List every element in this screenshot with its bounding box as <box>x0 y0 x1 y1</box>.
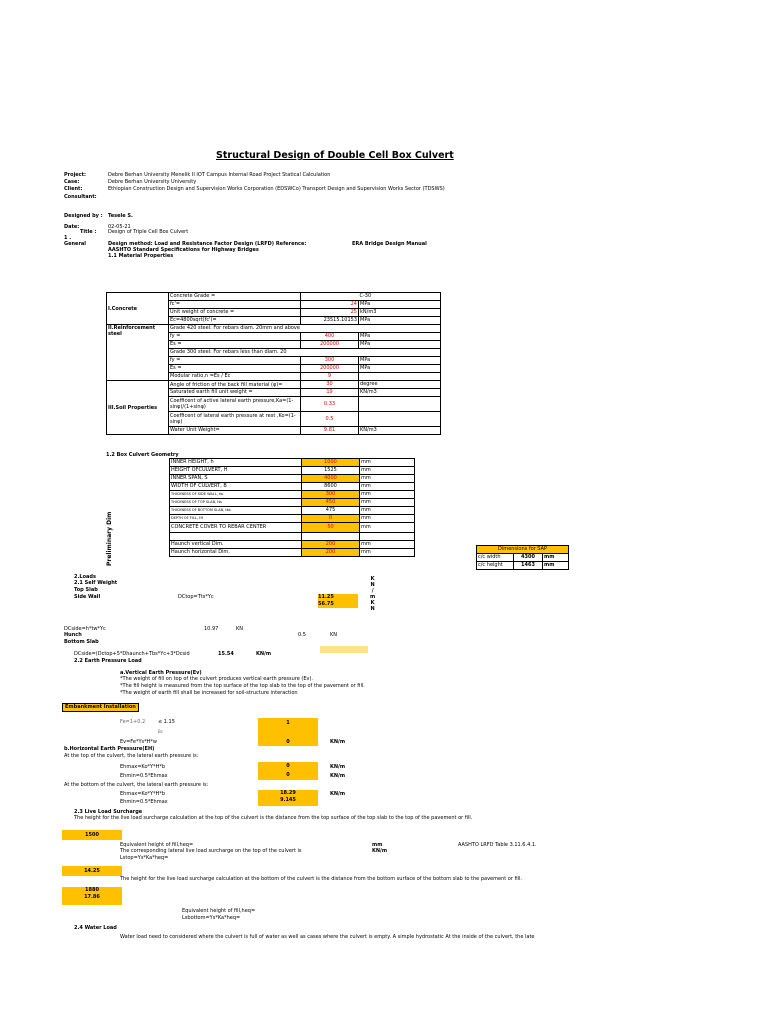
table-row <box>170 483 415 491</box>
property-name: Ec=4800sqrt(fc')= <box>169 317 301 325</box>
property-value: 0.5 <box>301 412 359 427</box>
ev-formula: Ev=Fe*Ys*H*w <box>120 739 157 745</box>
property-value: 200000 <box>301 365 359 373</box>
geometry-unit: mm <box>360 483 415 491</box>
sap-dimensions-table <box>476 545 569 570</box>
lstop-formula: Lstop=Ys*Ka*heq= <box>120 855 169 861</box>
sap-row-name: c/c width <box>477 554 514 562</box>
sap-row-name: c/c height <box>477 562 514 570</box>
aashto-reference: AASHTO LRFD Table 3.11.6.4.1. <box>458 842 537 848</box>
property-unit: MPa <box>359 341 441 349</box>
embankment-installation-label: Embankment Installation <box>62 703 139 712</box>
lsbottom-formula: Lsbottom=Ys*Ka*heq= <box>182 915 241 921</box>
geometry-value: 300 <box>302 491 360 499</box>
design-reference: ERA Bridge Design Manual <box>352 241 427 247</box>
sap-row-value: 4300 <box>514 554 543 562</box>
property-name: Es = <box>169 365 301 373</box>
property-unit: MPa <box>359 317 441 325</box>
fe-limit: ≤ 1.15 <box>158 719 175 725</box>
geometry-unit: mm <box>360 467 415 475</box>
aashto-spec: AASHTO Standard Specifications for Highway Bridges <box>108 247 259 253</box>
vertical-earth-pressure-heading: a.Vertical Earth Pressure(Ev) <box>120 670 202 676</box>
table-row <box>170 533 415 541</box>
geometry-value: 200 <box>302 541 360 549</box>
live-value-3: 1880 <box>85 887 99 893</box>
equivalent-height-label: Equivalent height of fill,heq= <box>120 842 194 848</box>
sap-row-value: 1463 <box>514 562 543 570</box>
property-name: fc'= <box>169 301 301 309</box>
table-row <box>170 523 415 533</box>
mm-unit: mm <box>372 842 383 848</box>
table-row <box>477 554 569 562</box>
table-row <box>477 546 569 554</box>
ehmax-top-formula: Ehmax=Ko*Y*H*b <box>120 764 165 770</box>
geometry-value: 1000 <box>302 459 360 467</box>
geometry-name: HEIGHT OFCULVERT, H <box>170 467 302 475</box>
geometry-unit: mm <box>360 549 415 557</box>
earth-pressure-heading: 2.2 Earth Pressure Load <box>74 658 142 664</box>
table-row <box>170 507 415 515</box>
hunch-unit: KN <box>330 632 338 638</box>
property-value: 19 <box>301 389 359 397</box>
geometry-value: 8600 <box>302 483 360 491</box>
case-value: Debre Berhan University University <box>108 179 197 185</box>
designed-by-value: Tesele S. <box>108 213 133 219</box>
property-name: Saturated earth fill unit weight = <box>169 389 301 397</box>
vep-note-2: *The fill height is measured from the top surface of the top slab to the top of the pavement or fill. <box>120 683 365 689</box>
table-row <box>170 541 415 549</box>
project-label: Project: <box>64 172 87 178</box>
soil-category: III.Soil Properties <box>107 381 169 435</box>
eh-top-values <box>258 762 318 780</box>
property-name: fy = <box>169 333 301 341</box>
property-value: 200000 <box>301 341 359 349</box>
ehmin-top-unit: KN/m <box>330 773 346 779</box>
geometry-value: 1525 <box>302 467 360 475</box>
hunch-label: Hunch <box>64 632 82 638</box>
property-value: 400 <box>301 333 359 341</box>
sap-row-unit: mm <box>543 554 569 562</box>
material-properties-table <box>106 292 441 435</box>
steel-category: II.Reinforcement steel <box>107 325 169 381</box>
bottom-slab-label: Bottom Slab <box>64 639 99 645</box>
geometry-value <box>302 533 360 541</box>
table-row <box>107 381 441 389</box>
property-name: Unit weight of concrete = <box>169 309 301 317</box>
dcside-formula: DCside=h*tw*Yc <box>64 626 106 632</box>
general-number: 1 . <box>64 235 72 241</box>
horizontal-earth-pressure-heading: b.Horizontal Earth Pressure(EH) <box>64 746 155 752</box>
live-value-1: 1500 <box>62 830 122 840</box>
unit-column: K N / m K N <box>370 576 376 612</box>
client-label: Client: <box>64 186 83 192</box>
geometry-name: THICKNESS OF BOTTOM SLAB, tbs <box>170 507 302 515</box>
date-label: Date: <box>64 224 80 230</box>
geometry-unit: mm <box>360 499 415 507</box>
document-title: Structural Design of Double Cell Box Culvert <box>216 150 454 161</box>
geometry-name: Haunch vertical Dim. <box>170 541 302 549</box>
geometry-value: 475 <box>302 507 360 515</box>
live-load-heading: 2.3 Live Load Surcharge <box>74 809 143 815</box>
hunch-value: 0.5 <box>298 632 306 638</box>
sap-title: Dimensions for SAP <box>477 546 569 554</box>
ehmin-bottom-value: 9.145 <box>280 797 296 803</box>
table-row <box>170 459 415 467</box>
water-load-desc: Water load need to considered where the culvert is full of water as well as cases where the culvert is empty. A simple hydrostatic At the inside of the culvert, the late <box>120 934 535 940</box>
property-value: 23515.10153 <box>301 317 359 325</box>
geometry-unit <box>360 533 415 541</box>
consultant-label: Consultant: <box>64 194 97 200</box>
hep-bottom-text: At the bottom of the culvert, the lateral earth pressure is: <box>64 782 209 788</box>
geometry-unit: mm <box>360 515 415 523</box>
dctop-values <box>318 594 358 608</box>
dcbottom-unit: KN/m <box>256 651 272 657</box>
geometry-value: 50 <box>302 523 360 533</box>
live-value-2: 14.25 <box>62 866 122 876</box>
vep-note-3: *The weight of earth fill shall be increased for soil-structure interaction <box>120 690 298 696</box>
geometry-name: CONCRETE COVER TO REBAR CENTER <box>170 523 302 533</box>
eh-bottom-values <box>258 790 318 806</box>
ev-value: 0 <box>286 739 290 745</box>
equivalent-height-bottom-label: Equivalent height of fill,heq= <box>182 908 256 914</box>
side-wall-label: Side Wall <box>74 594 101 600</box>
designed-by-label: Designed by : <box>64 213 103 219</box>
geometry-unit: mm <box>360 523 415 533</box>
geometry-name: THICKNESS OF TOP SLAB, tts <box>170 499 302 507</box>
dctop-value-2: 56.75 <box>318 601 334 607</box>
ehmax-top-unit: KN/m <box>330 764 346 770</box>
geometry-name <box>170 533 302 541</box>
property-unit: MPa <box>359 333 441 341</box>
dcside-value: 10.97 <box>204 626 219 632</box>
fe-ev-values <box>258 718 318 746</box>
geometry-value: 200 <box>302 549 360 557</box>
geometry-table <box>169 458 415 557</box>
loads-heading: 2.Loads <box>74 574 96 580</box>
geometry-name: WIDTH OF CULVERT, B <box>170 483 302 491</box>
ehmax-bottom-value: 18.29 <box>280 790 296 796</box>
geometry-value: 4000 <box>302 475 360 483</box>
property-name: Modular ratio,n =Es / Ec <box>169 373 301 381</box>
table-row <box>170 499 415 507</box>
preliminary-dim-label: Preliminary Dim <box>106 511 113 566</box>
geometry-name: INNER HEIGHT, h <box>170 459 302 467</box>
fe-formula: Fe=1+0.2 <box>120 719 146 725</box>
highlighted-cell <box>320 646 368 653</box>
property-value: 30 <box>301 381 359 389</box>
property-name: Coefficent of active lateral earth pressure,Ka=(1-sinφ)/(1+sinφ) <box>169 397 301 412</box>
property-unit: degree <box>359 381 441 389</box>
property-name: Concrete Grade = <box>169 293 301 301</box>
property-value: 0.33 <box>301 397 359 412</box>
dctop-value-1: 11.25 <box>318 594 334 600</box>
self-weight-heading: 2.1 Self Weight <box>74 580 118 586</box>
table-row <box>107 293 441 301</box>
geometry-name: Haunch horizontal Dim. <box>170 549 302 557</box>
table-row <box>170 491 415 499</box>
client-value: Ethiopian Construction Design and Supervision Works Corporation (EDSWCo) Transport Design and Supervision Works Sector (TDSWS) <box>108 186 445 192</box>
fe-denominator: Bc <box>158 729 163 734</box>
property-unit: KN/m3 <box>359 389 441 397</box>
live-bottom-values <box>62 887 122 905</box>
project-value: Debre Berhan University Menelik II IOT Campus Internal Road Project Statical Calculation <box>108 172 331 178</box>
property-name: Angle of friction of the back fill material (φ)= <box>169 381 301 389</box>
property-value: 25 <box>301 309 359 317</box>
geometry-heading: 1.2 Box Culvert Geometry <box>106 452 179 458</box>
fe-value: 1 <box>286 720 290 726</box>
top-slab-label: Top Slab <box>74 587 98 593</box>
geometry-unit: mm <box>360 475 415 483</box>
lateral-surcharge-text: The corresponding lateral live load surcharge on the top of the culvert is <box>120 848 302 854</box>
table-row <box>170 515 415 523</box>
table-row <box>170 467 415 475</box>
geometry-name: THICKNESS OF SIDE WALL, tw <box>170 491 302 499</box>
geometry-unit: mm <box>360 459 415 467</box>
property-name: Grade 300 steel: For rebars less than diam. 20 <box>169 349 441 357</box>
ehmin-top-formula: Ehmin=0.5*Ehmax <box>120 773 168 779</box>
property-value: 24 <box>301 301 359 309</box>
live-load-desc-top: The height for the live load surcharge calculation at the top of the culvert is the distance from the top surface of the top slab to the top of the pavement or fill. <box>74 815 473 821</box>
ehmax-top-value: 0 <box>286 763 290 769</box>
ehmax-bottom-formula: Ehmax=Ko*Y*H*b <box>120 791 165 797</box>
live-load-desc-bottom: The height for the live load surcharge calculation at the bottom of the culvert is the distance from the bottom surface of the bottom slab to the pavement or fill. <box>120 876 523 882</box>
dcbottom-value: 15.54 <box>218 651 234 657</box>
ehmin-bottom-formula: Ehmin=0.5*Ehmax <box>120 799 168 805</box>
live-value-4: 17.86 <box>84 894 100 900</box>
doc-title-label: Title : <box>80 229 97 235</box>
dcbottom-formula: DCside=(Dctop+5*Dhaunch+Tbs*Yc+3*Dcsid <box>74 651 190 657</box>
water-load-heading: 2.4 Water Load <box>74 925 117 931</box>
geometry-value: 450 <box>302 499 360 507</box>
property-unit: MPa <box>359 365 441 373</box>
property-value: 300 <box>301 357 359 365</box>
table-row <box>170 549 415 557</box>
property-name: Es = <box>169 341 301 349</box>
ev-unit: KN/m <box>330 739 346 745</box>
property-unit: MPa <box>359 301 441 309</box>
table-row <box>170 475 415 483</box>
geometry-value: 0 <box>302 515 360 523</box>
vep-note-1: *The weight of fill on top of the culvert produces vertical earth pressure (Ev). <box>120 676 313 682</box>
doc-title-value: Design of Triple Cell Box Culvert <box>108 229 189 235</box>
dcside-unit: KN <box>236 626 244 632</box>
hep-top-text: At the top of the culvert, the lateral earth pressure is: <box>64 753 199 759</box>
geometry-name: INNER SPAN, S <box>170 475 302 483</box>
date-value: 02-05-21 <box>108 224 131 230</box>
dctop-formula: DCtop=Tts*Yc <box>178 594 214 600</box>
property-unit: KN/m3 <box>359 427 441 435</box>
table-row <box>477 562 569 570</box>
ehmax-bottom-unit: KN/m <box>330 791 346 797</box>
property-value: 9 <box>301 373 359 381</box>
geometry-unit: mm <box>360 507 415 515</box>
geometry-name: DEPTH OF FILL, Hf <box>170 515 302 523</box>
geometry-unit: mm <box>360 491 415 499</box>
geometry-unit: mm <box>360 541 415 549</box>
material-properties-heading: 1.1 Material Properties <box>108 253 174 259</box>
ehmin-top-value: 0 <box>286 772 290 778</box>
property-unit: MPa <box>359 357 441 365</box>
property-name: fy = <box>169 357 301 365</box>
property-unit: kN/m3 <box>359 309 441 317</box>
case-label: Case: <box>64 179 80 185</box>
property-value: C-30 <box>359 293 441 301</box>
property-name: Coefficent of lateral earth pressure at rest ,Ko=(1-sinφ) <box>169 412 301 427</box>
design-method: Design method: Load and Resistance Factor Design (LRFD) Reference: <box>108 241 307 247</box>
kn-per-m-unit: KN/m <box>372 848 388 854</box>
table-row <box>107 325 441 333</box>
property-name: Grade 420 steel: For rebars diam. 20mm and above <box>169 325 441 333</box>
property-value: 9.81 <box>301 427 359 435</box>
concrete-category: I.Concrete <box>107 293 169 325</box>
sap-row-unit: mm <box>543 562 569 570</box>
general-label: General <box>64 241 86 247</box>
property-name: Water Unit Weight= <box>169 427 301 435</box>
